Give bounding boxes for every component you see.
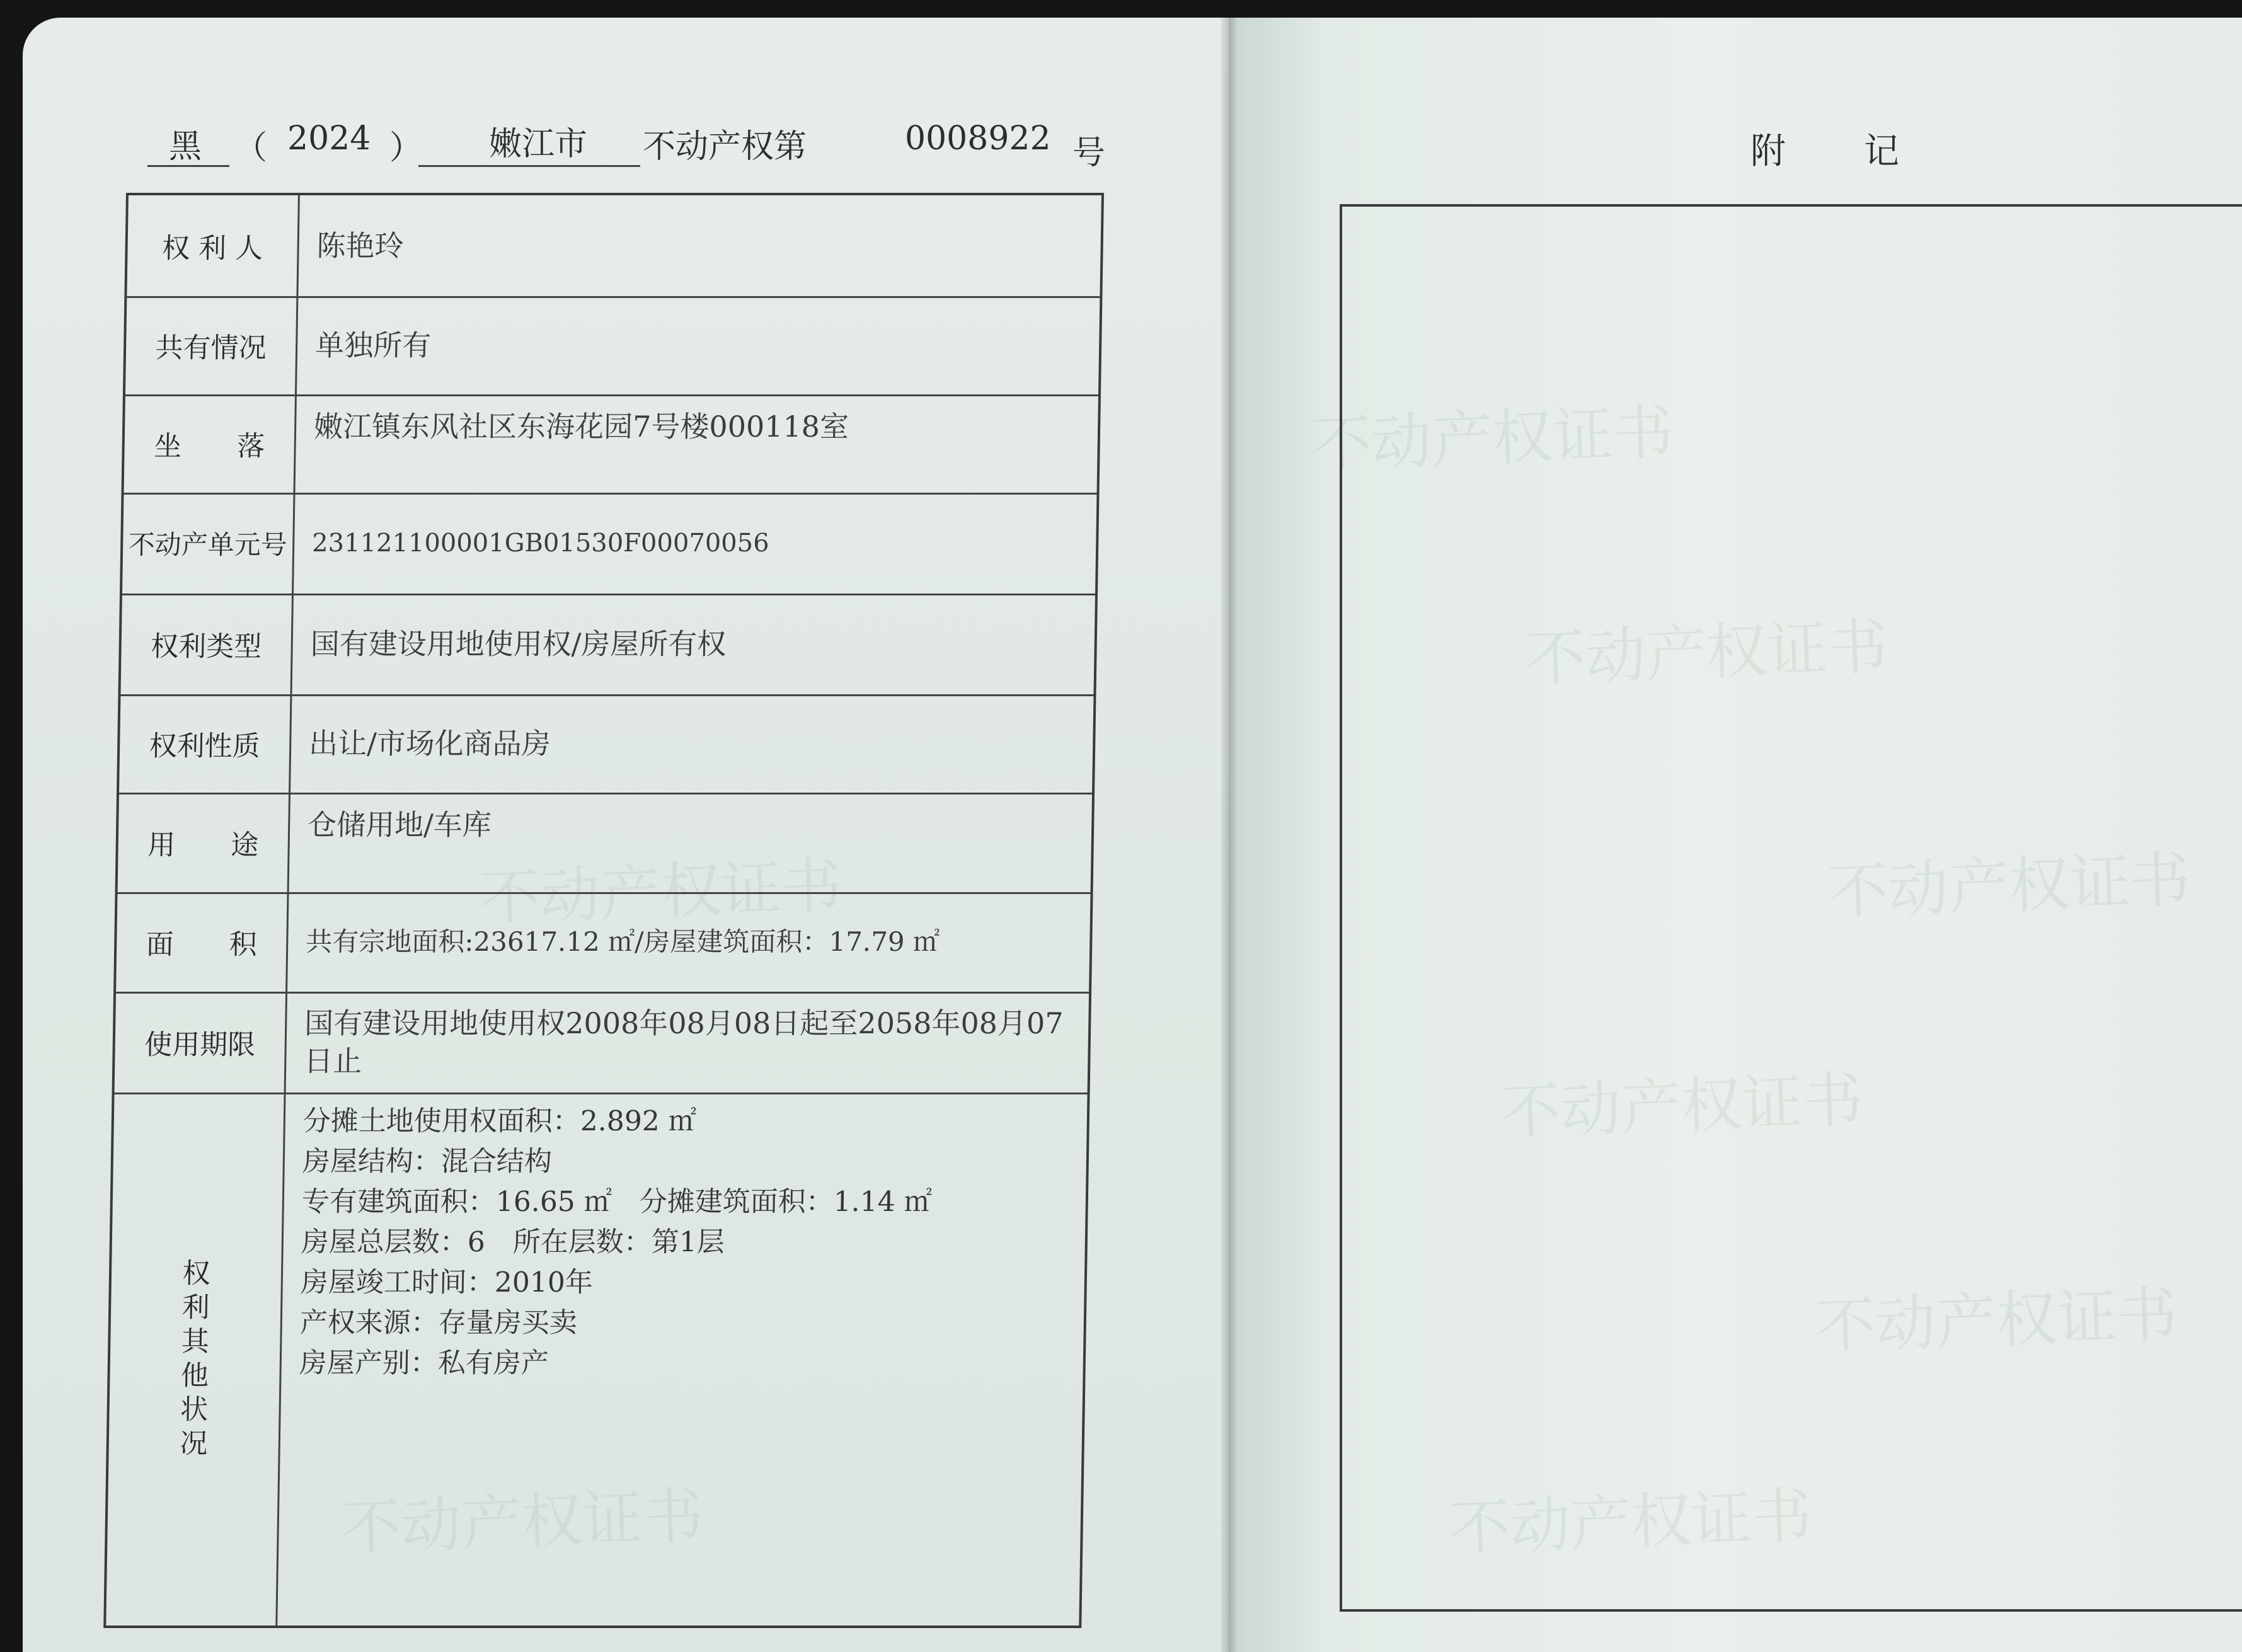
row-label: 用 途 (118, 793, 290, 892)
row-value: 单独所有 (314, 328, 432, 362)
province-abbr: 黑 (169, 128, 202, 166)
table-row (124, 394, 1098, 495)
cert-number: 0008922 (905, 120, 1051, 158)
other-info-line: 房屋结构：混合结构 (302, 1145, 553, 1178)
cert-suffix: 号 (1072, 134, 1106, 172)
row-value: 231121100001GB01530F00070056 (311, 529, 769, 558)
paren-close: ） (389, 129, 423, 167)
table-row (127, 195, 1101, 298)
other-info-line: 房屋竣工时间：2010年 (300, 1266, 594, 1299)
row-value: 国有建设用地使用权2008年08月08日起至2058年08月07日止 (303, 1006, 1064, 1078)
row-label: 权 利 人 (127, 195, 300, 296)
other-info-line: 房屋产别：私有房产 (299, 1347, 549, 1379)
other-info-lines (299, 1101, 1074, 1384)
cert-prefix: 不动产权第 (643, 128, 807, 166)
row-value: 仓储用地/车库 (307, 808, 492, 842)
row-value: 共有宗地面积:23617.12 ㎡/房屋建筑面积：17.79 ㎡ (305, 926, 940, 957)
table-row (122, 493, 1097, 595)
paren-open: （ (234, 129, 268, 167)
table-row (120, 594, 1095, 696)
row-label: 坐 落 (124, 394, 297, 493)
table-row (125, 296, 1100, 396)
row-value: 国有建设用地使用权/房屋所有权 (310, 627, 727, 661)
underline (147, 165, 229, 167)
label-char: 状 (180, 1394, 209, 1426)
other-info-line: 专有建筑面积：16.65 ㎡ 分摊建筑面积：1.14 ㎡ (301, 1186, 933, 1218)
row-label: 权利性质 (119, 694, 292, 793)
row-label: 权利类型 (120, 594, 294, 694)
row-label: 使用期限 (115, 992, 288, 1093)
row-value: 嫩江镇东风社区东海花园7号楼000118室 (313, 410, 849, 444)
row-label: 共有情况 (125, 296, 298, 394)
label-char: 利 (181, 1292, 210, 1324)
row-value: 出让/市场化商品房 (308, 726, 551, 760)
row-label: 不动产单元号 (122, 493, 296, 594)
row-label: 面 积 (116, 892, 289, 992)
table-row (116, 892, 1091, 994)
other-info-line: 产权来源：存量房买卖 (299, 1307, 578, 1339)
book-fold (1221, 18, 1236, 1652)
label-char: 他 (180, 1360, 209, 1392)
underline (418, 165, 640, 167)
annex-box (1340, 204, 2242, 1612)
label-char: 权 (182, 1258, 210, 1290)
other-info-line: 分摊土地使用权面积：2.892 ㎡ (302, 1105, 697, 1137)
annex-title: 附 记 (1750, 131, 1902, 172)
table-row (118, 793, 1093, 894)
cert-year: 2024 (287, 120, 371, 158)
table-row-other-info (106, 1093, 1087, 1626)
label-char: 其 (181, 1326, 210, 1358)
table-row (115, 992, 1089, 1094)
other-info-label (106, 1093, 285, 1626)
certificate-table (103, 193, 1104, 1628)
other-info-line: 房屋总层数：6 所在层数：第1层 (301, 1226, 725, 1258)
label-char: 况 (179, 1428, 208, 1460)
cert-city: 嫩江市 (489, 125, 588, 163)
row-value: 陈艳玲 (316, 229, 405, 263)
table-row (119, 694, 1093, 794)
